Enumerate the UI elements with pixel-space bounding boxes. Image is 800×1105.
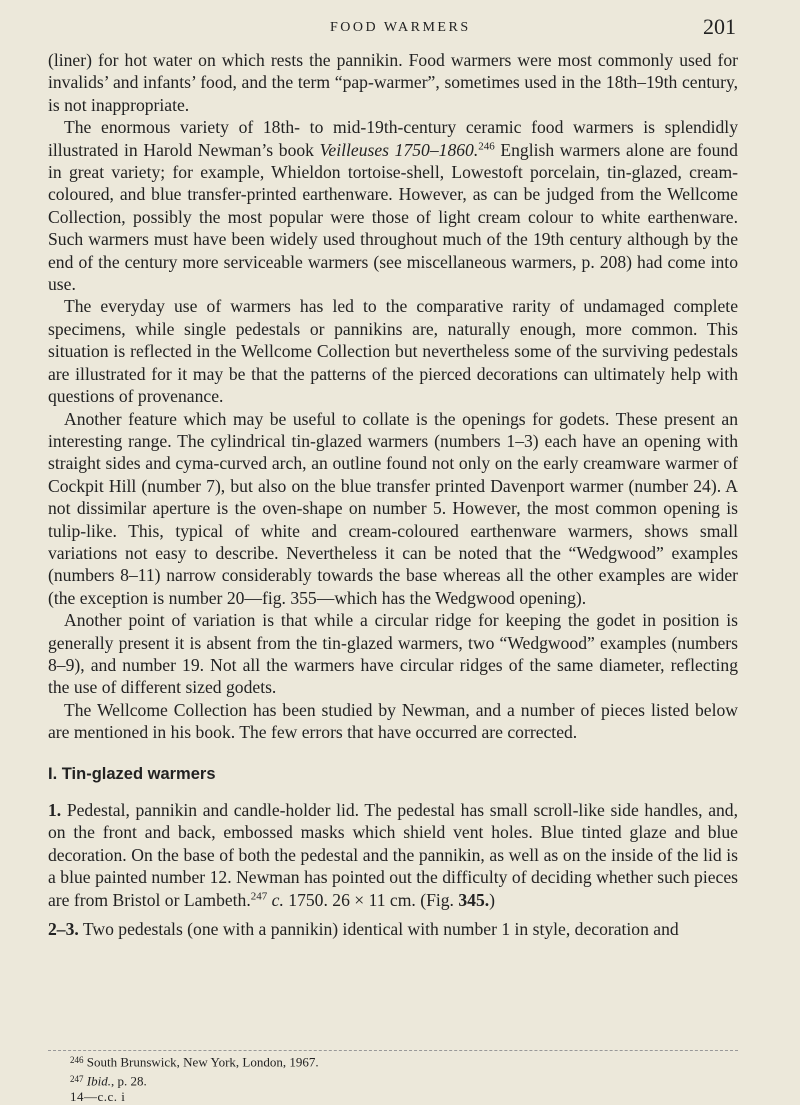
circa: c. — [271, 889, 284, 910]
entry-text: ) — [489, 889, 495, 910]
footnote-divider — [48, 1050, 738, 1051]
paragraph-text: (liner) for hot water on which rests the pannikin. Food warmers were most commonly used for invalids’ and infants’ food, and the term “pap-warmer”, sometimes used in the 18th–19th century, is not inappropriate. — [48, 50, 738, 115]
footnote-246 — [70, 1052, 319, 1071]
entry-text: Two pedestals (one with a pannikin) identical with number 1 in style, decoration and — [78, 919, 679, 940]
paragraph-ridge — [48, 609, 738, 699]
footnote-number: 247 — [70, 1073, 84, 1084]
section-heading: I. Tin-glazed warmers — [48, 764, 216, 783]
paragraph-text: The Wellcome Collection has been studied by Newman, and a number of pieces listed below are mentioned in his book. The few errors that have occurred are corrected. — [48, 699, 738, 743]
paragraph-openings — [48, 408, 738, 610]
paragraph-text: English warmers alone are found in great variety; for example, Whieldon tortoise-shell, Lowestoft porcelain, tin-glazed, cream-coloured, and blue transfer-printed earthenware. However, as can be judged from the Wellcome Collection, possibly the most popular were those of light cream colour to white earthenware. Such warmers must have been widely used throughout much of the 19th century although by the end of the century more serviceable warmers (see miscellaneous warmers, p. 208) had come into use. — [48, 139, 738, 295]
entry-text: 1750. 26 × 11 cm. (Fig. — [283, 889, 459, 910]
paragraph-text: Another feature which may be useful to collate is the openings for godets. These present an interesting range. The cylindrical tin-glazed warmers (numbers 1–3) each have an opening with straight sides and cyma-curved arch, an outline found not only on the early creamware warmer of Cockpit Hill (number 7), but also on the blue transfer printed Davenport warmer (number 24). A not dissimilar aperture is the oven-shape on number 5. However, the most common opening is tulip-like. This, typical of white and cream-coloured earthenware warmers, shows small variations not easy to describe. Nevertheless it can be noted that the “Wedgwood” examples (numbers 8–11) narrow considerably towards the base whereas all the other examples are wider (the exception is number 20—fig. 355—which has the Wedgwood opening). — [48, 408, 738, 608]
catalogue-entry-2-3 — [48, 918, 738, 940]
footnotes — [70, 1052, 319, 1105]
entry-number: 2–3. — [48, 919, 79, 940]
paragraph-rarity — [48, 295, 738, 407]
book-title: Veilleuses 1750–1860. — [319, 139, 479, 160]
paragraph-liner — [48, 49, 738, 116]
paragraph-newman — [48, 699, 738, 744]
footnote-ref-247[interactable]: 247 — [250, 890, 268, 903]
printer-signature: 14—c.c. i — [70, 1089, 126, 1105]
catalogue-entry-1 — [48, 799, 738, 911]
footnote-text: South Brunswick, New York, London, 1967. — [83, 1054, 319, 1070]
footnote-ibid: Ibid. — [86, 1073, 111, 1089]
paragraph-text: The everyday use of warmers has led to the comparative rarity of undamaged complete specimens, while single pedestals or pannikins are, naturally enough, more common. This situation is reflected in the Wellcome Collection but nevertheless some of the surviving pedestals are illustrated for it may be that the patterns of the pierced decorations can ultimately help with questions of provenance. — [48, 296, 738, 407]
paragraph-text: The enormous variety of 18th- to mid-19th-century ceramic food warmers is splendidly illustrated in Harold Newman’s book — [48, 117, 738, 160]
figure-ref[interactable]: 345. — [458, 889, 490, 910]
body-text — [48, 49, 738, 940]
entry-number: 1. — [48, 800, 62, 820]
running-head: FOOD WARMERS — [330, 20, 471, 35]
footnote-ref-246[interactable]: 246 — [478, 140, 495, 153]
page-number: 201 — [703, 14, 736, 39]
paragraph-text: Another point of variation is that while a circular ridge for keeping the godet in position is generally present it is absent from the tin-glazed warmers, two “Wedgwood” examples (numbers 8–9), and number 19. Not all the warmers have circular ridges of the same diameter, reflecting the use of different sized godets. — [48, 610, 738, 698]
footnote-247 — [70, 1071, 319, 1090]
footnote-number: 246 — [70, 1055, 84, 1065]
entry-text: Pedestal, pannikin and candle-holder lid. The pedestal has small scroll-like side handles, and, on the front and back, embossed masks which shield vent holes. Blue tinted glaze and blue decoration. On the base of both the pedestal and the pannikin, as well as on the inside of the lid is a blue painted number 12. Newman has pointed out the difficulty of deciding whether such pieces are from Bristol or Lambeth. — [48, 800, 738, 910]
footnote-text: , p. 28. — [110, 1073, 147, 1089]
paragraph-variety — [48, 116, 738, 295]
